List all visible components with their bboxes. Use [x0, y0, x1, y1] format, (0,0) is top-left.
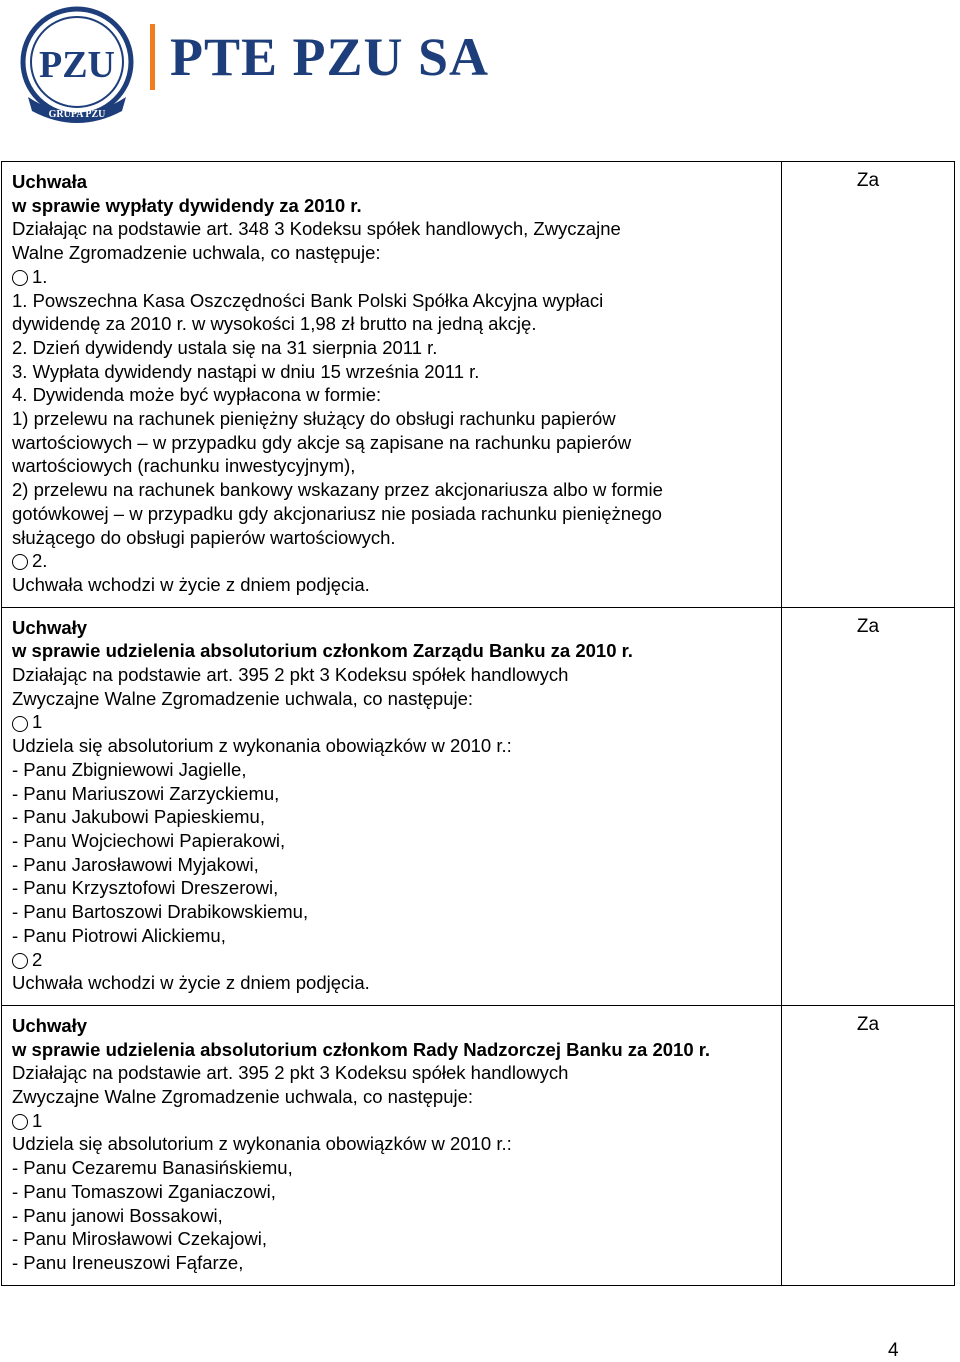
section-sign-icon — [12, 953, 28, 969]
resolution-line — [12, 360, 771, 384]
resolution-line — [12, 876, 771, 900]
resolution-line-text: - Panu Mirosławowi Czekajowi, — [12, 1228, 267, 1250]
resolution-line — [12, 1109, 771, 1133]
resolution-line-text: Zwyczajne Walne Zgromadzenie uchwala, co następuje: — [12, 1086, 474, 1108]
section-sign-icon — [12, 1114, 28, 1130]
resolution-line — [12, 924, 771, 948]
resolution-line-text: służącego do obsługi papierów wartościowych. — [12, 526, 396, 548]
resolution-text-cell — [2, 162, 782, 608]
resolution-line-text: 1. Powszechna Kasa Oszczędności Bank Polski Spółka Akcyjna wypłaci — [12, 289, 604, 311]
resolution-line — [12, 1204, 771, 1228]
resolution-line — [12, 1085, 771, 1109]
resolution-line-text: Działając na podstawie art. 395 2 pkt 3 Kodeksu spółek handlowych — [12, 664, 569, 686]
resolution-line-text: - Panu Ireneuszowi Fąfarze, — [12, 1251, 244, 1273]
resolution-line-text: 3. Wypłata dywidendy nastąpi w dniu 15 września 2011 r. — [12, 360, 480, 382]
resolution-line-text: 1. — [32, 265, 48, 287]
resolution-line — [12, 805, 771, 829]
pzu-logo — [14, 5, 140, 123]
resolution-text-cell — [2, 1005, 782, 1285]
logo-ring-text: GRUPA PZU — [48, 109, 106, 120]
resolution-line-text: - Panu Tomaszowi Zganiaczowi, — [12, 1180, 276, 1202]
resolution-line — [12, 710, 771, 734]
resolution-line-text: Udziela się absolutorium z wykonania obowiązków w 2010 r.: — [12, 1133, 512, 1155]
resolution-line-text: 2. — [32, 550, 48, 572]
brand-name: PTE PZU SA — [170, 27, 490, 87]
resolution-line-text: Walne Zgromadzenie uchwala, co następuje: — [12, 242, 381, 264]
resolution-title: Uchwały — [12, 616, 88, 638]
resolution-line-text: wartościowych – w przypadku gdy akcje są zapisane na rachunku papierów — [12, 431, 632, 453]
resolution-line — [12, 312, 771, 336]
resolution-line — [12, 1180, 771, 1204]
resolution-subject: w sprawie wypłaty dywidendy za 2010 r. — [12, 194, 362, 216]
resolution-line-text: Uchwała wchodzi w życie z dniem podjęcia. — [12, 573, 370, 595]
resolution-line — [12, 734, 771, 758]
resolution-line-text: - Panu Krzysztofowi Dreszerowi, — [12, 877, 279, 899]
resolution-line-text: - Panu Mariuszowi Zarzyckiemu, — [12, 782, 280, 804]
resolution-line — [12, 217, 771, 241]
vote-cell: Za — [782, 1005, 955, 1285]
resolution-line — [12, 478, 771, 502]
resolution-line — [12, 289, 771, 313]
resolution-row — [2, 1005, 955, 1285]
resolution-line-text: wartościowych (rachunku inwestycyjnym), — [12, 455, 356, 477]
resolution-title: Uchwała — [12, 171, 88, 192]
resolution-line — [12, 1251, 771, 1275]
section-sign-icon — [12, 716, 28, 732]
resolution-line-text: - Panu Cezaremu Banasińskiemu, — [12, 1157, 293, 1179]
resolution-line — [12, 265, 771, 289]
vote-cell: Za — [782, 607, 955, 1005]
resolution-line — [12, 241, 771, 265]
page-number: 4 — [888, 1340, 899, 1361]
resolution-line — [12, 573, 771, 597]
resolution-line-text: - Panu janowi Bossakowi, — [12, 1204, 223, 1226]
resolution-line-text: 1 — [32, 711, 43, 733]
resolution-line — [12, 900, 771, 924]
resolution-line — [12, 454, 771, 478]
resolution-line — [12, 663, 771, 687]
resolution-line-text: - Panu Bartoszowi Drabikowskiemu, — [12, 901, 309, 923]
resolution-line-text: - Panu Zbigniewowi Jagielle, — [12, 758, 247, 780]
resolution-line-text: - Panu Wojciechowi Papierakowi, — [12, 829, 286, 851]
resolution-line — [12, 407, 771, 431]
resolution-line — [12, 1132, 771, 1156]
resolution-line-text: - Panu Jarosławowi Myjakowi, — [12, 853, 259, 875]
resolution-line — [12, 431, 771, 455]
resolution-line — [12, 971, 771, 995]
resolution-line-text: 1 — [32, 1109, 43, 1131]
resolution-line — [12, 1156, 771, 1180]
resolution-title: Uchwały — [12, 1014, 88, 1036]
resolution-line — [12, 549, 771, 573]
resolution-line — [12, 758, 771, 782]
resolution-line — [12, 1227, 771, 1251]
vote-cell: Za — [782, 162, 955, 608]
resolution-row — [2, 162, 955, 608]
resolution-line — [12, 829, 771, 853]
resolution-line-text: Działając na podstawie art. 348 3 Kodeksu spółek handlowych, Zwyczajne — [12, 218, 621, 240]
resolution-line — [12, 782, 771, 806]
resolution-line-text: gotówkowej – w przypadku gdy akcjonariusz nie posiada rachunku pieniężnego — [12, 502, 662, 524]
resolution-line — [12, 502, 771, 526]
resolution-line — [12, 336, 771, 360]
section-sign-icon — [12, 270, 28, 286]
resolution-line-text: Udziela się absolutorium z wykonania obowiązków w 2010 r.: — [12, 735, 512, 757]
resolution-line — [12, 948, 771, 972]
resolution-line — [12, 526, 771, 550]
brand-divider — [150, 24, 155, 90]
resolution-line-text: - Panu Jakubowi Papieskiemu, — [12, 806, 265, 828]
resolutions-table — [1, 161, 955, 1286]
resolution-line-text: Działając na podstawie art. 395 2 pkt 3 Kodeksu spółek handlowych — [12, 1062, 569, 1084]
resolution-line-text: 1) przelewu na rachunek pieniężny służący do obsługi rachunku papierów — [12, 408, 616, 430]
resolution-line — [12, 383, 771, 407]
resolution-text-cell — [2, 607, 782, 1005]
resolution-line-text: 2) przelewu na rachunek bankowy wskazany przez akcjonariusza albo w formie — [12, 479, 663, 501]
resolution-line-text: 4. Dywidenda może być wypłacona w formie: — [12, 384, 382, 406]
resolution-line-text: Zwyczajne Walne Zgromadzenie uchwala, co następuje: — [12, 687, 474, 709]
resolution-row — [2, 607, 955, 1005]
resolution-line-text: 2 — [32, 948, 43, 970]
resolution-line-text: dywidendę za 2010 r. w wysokości 1,98 zł brutto na jedną akcję. — [12, 313, 537, 335]
logo-text: PZU — [39, 44, 115, 86]
resolution-subject: w sprawie udzielenia absolutorium członkom Rady Nadzorczej Banku za 2010 r. — [12, 1038, 711, 1060]
section-sign-icon — [12, 554, 28, 570]
resolution-line-text: - Panu Piotrowi Alickiemu, — [12, 924, 226, 946]
resolution-line — [12, 1061, 771, 1085]
resolution-subject: w sprawie udzielenia absolutorium członkom Zarządu Banku za 2010 r. — [12, 640, 633, 662]
resolution-line-text: Uchwała wchodzi w życie z dniem podjęcia. — [12, 972, 370, 994]
resolution-line — [12, 853, 771, 877]
resolution-line-text: 2. Dzień dywidendy ustala się na 31 sierpnia 2011 r. — [12, 336, 438, 358]
resolution-line — [12, 687, 771, 711]
